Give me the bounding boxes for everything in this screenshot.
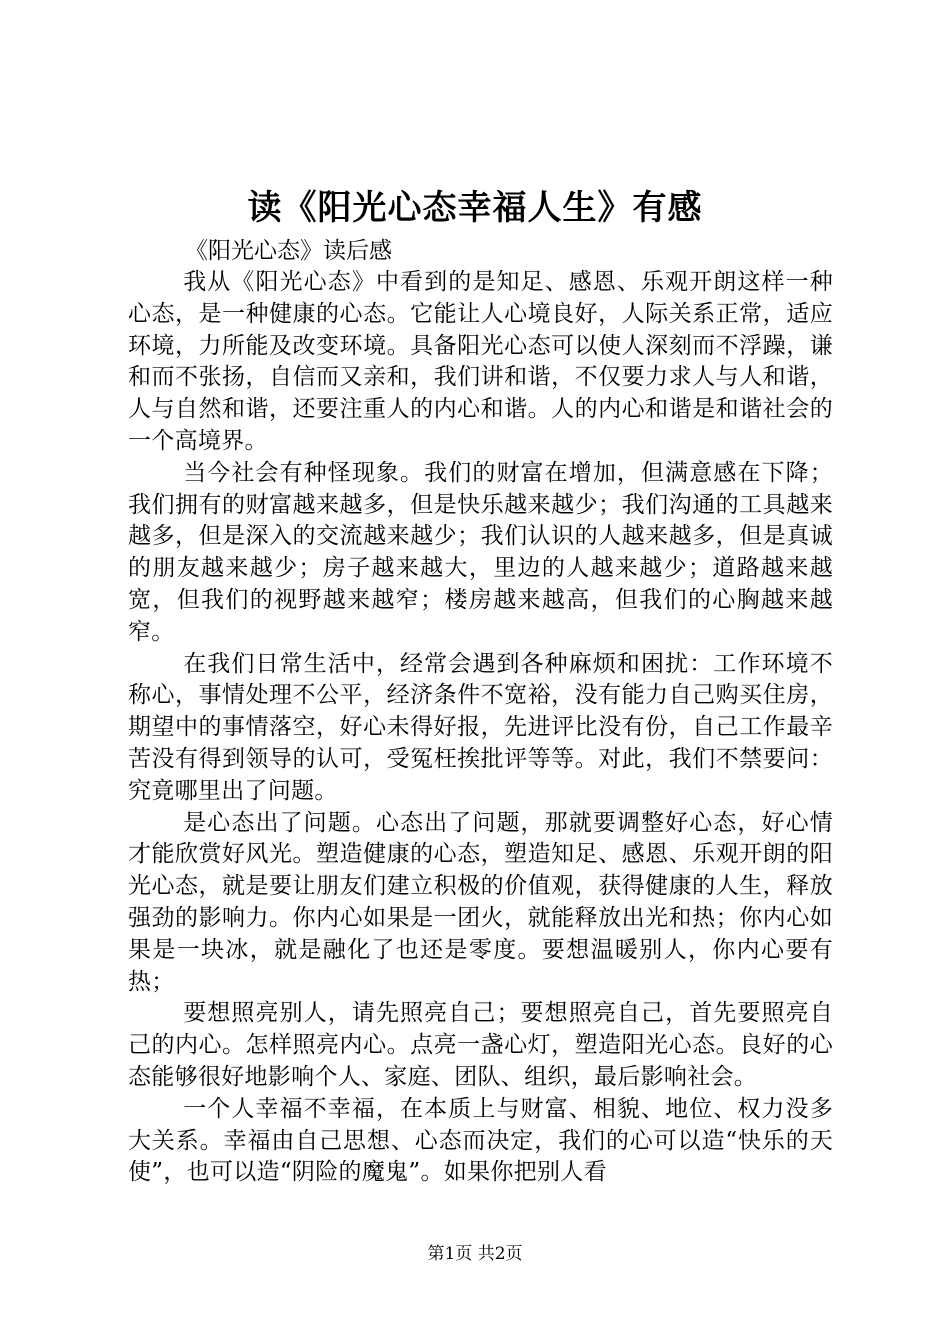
paragraph-3: 在我们日常生活中，经常会遇到各种麻烦和困扰：工作环境不称心，事情处理不公平，经济条件不宽裕，没有能力自己购买住房，期望中的事情落空，好心未得好报，先进评比没有份，自己工作最辛苦没有得到领导的认可，受冤枉挨批评等等。对此，我们不禁要问：究竟哪里出了问题。 bbox=[128, 650, 833, 804]
paragraph-4: 是心态出了问题。心态出了问题，那就要调整好心态，好心情才能欣赏好风光。塑造健康的心态，塑造知足、感恩、乐观开朗的阳光心态，就是要让朋友们建立积极的价值观，获得健康的人生，释放强劲的影响力。你内心如果是一团火，就能释放出光和热；你内心如果是一块冰，就是融化了也还是零度。要想温暖别人，你内心要有热； bbox=[128, 809, 833, 995]
page-footer: 第1页 共2页 bbox=[427, 1244, 523, 1264]
document-title: 读《阳光心态幸福人生》有感 bbox=[247, 188, 703, 228]
paragraph-5: 要想照亮别人，请先照亮自己；要想照亮自己，首先要照亮自己的内心。怎样照亮内心。点亮一盏心灯，塑造阳光心态。良好的心态能够很好地影响个人、家庭、团队、组织，最后影响社会。 bbox=[128, 1000, 833, 1090]
paragraph-6: 一个人幸福不幸福，在本质上与财富、相貌、地位、权力没多大关系。幸福由自己思想、心态而决定，我们的心可以造“快乐的天使”，也可以造“阴险的魔鬼”。如果你把别人看 bbox=[128, 1095, 833, 1186]
paragraph-1: 我从《阳光心态》中看到的是知足、感恩、乐观开朗这样一种心态，是一种健康的心态。它能让人心境良好，人际关系正常，适应环境，力所能及改变环境。具备阳光心态可以使人深刻而不浮躁，谦和而不张扬，自信而又亲和，我们讲和谐，不仅要力求人与人和谐，人与自然和谐，还要注重人的内心和谐。人的内心和谐是和谐社会的一个高境界。 bbox=[128, 269, 833, 454]
paragraph-2: 当今社会有种怪现象。我们的财富在增加，但满意感在下降；我们拥有的财富越来越多，但是快乐越来越少；我们沟通的工具越来越多，但是深入的交流越来越少；我们认识的人越来越多，但是真诚的朋友越来越少；房子越来越大，里边的人越来越少；道路越来越宽，但我们的视野越来越窄；楼房越来越高，但我们的心胸越来越窄。 bbox=[128, 459, 833, 645]
document-body bbox=[128, 267, 833, 1189]
document-subtitle: 《阳光心态》读后感 bbox=[185, 238, 392, 264]
